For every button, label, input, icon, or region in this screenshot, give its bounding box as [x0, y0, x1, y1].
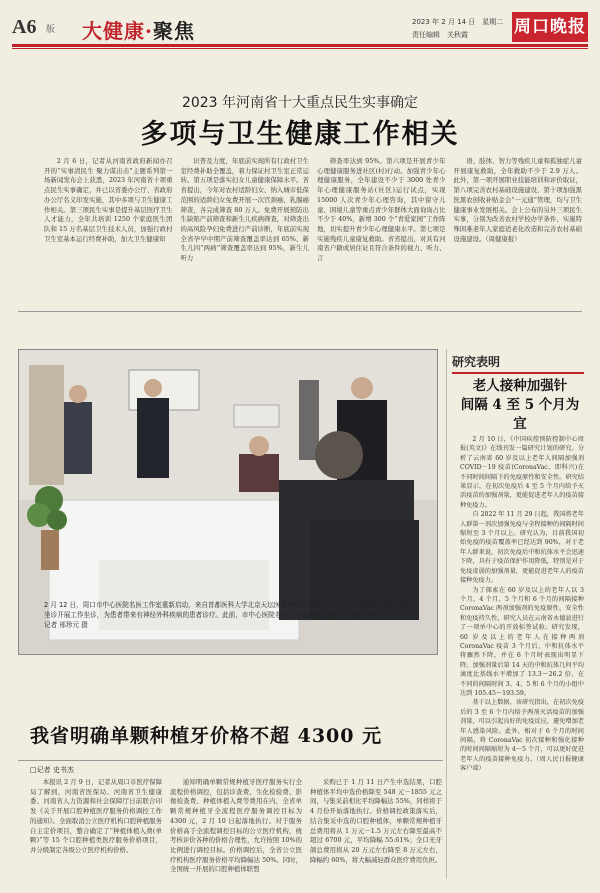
- sidebar-headline-line: 老人接种加强针: [472, 378, 568, 394]
- section-title-main: 大健康: [82, 19, 145, 43]
- sidebar-paragraph: 为了探索在 60 岁及以上的老年人以 3 个月、4 个月、5 个月和 6 个月的间隔接种 CoronaVac 两剂加强剂的免疫原性、安全性和免疫持久性，研究人员在云南省永德县进行了一项单中心的开放标签试验。研究发现，60 岁及以上的老年人在接种两剂 CoronaVac 疫苗 3 个月后，中和抗体水平将骤然下降，并在 6 个月时表现出明显下降。加强剂量后第 14 天的中和抗体几何平均滴度比基线水平增加了 13.3～26.2 倍，在不同的间隔时间 3、4、5 和 6 个月的小组中达到 105.45～193.59。: [460, 586, 584, 697]
- section-title: [82, 15, 195, 44]
- column-divider: [446, 349, 447, 879]
- masthead-rule: [12, 44, 588, 47]
- article1-column: [454, 157, 583, 305]
- sidebar-paragraph: 自 2022 年 11 月 29 日起，我国将老年人群第一剂次加强免疫与全程接种的间隔时间缩短至 3 个月以上。研究认为，目前我国初始免疫的疫苗覆盖率已经达到 90%，对于老年人群来说，初次免疫后中和抗体水平会迅速下降，具有于疫苗保护作用降低，特别是对于免疫虚弱的加强剂量，更能促进老年人的疫苗接种免疫力。: [460, 511, 584, 585]
- section-title-sub: 聚焦: [152, 19, 195, 43]
- section-divider: [18, 311, 582, 312]
- article2-column: [30, 778, 162, 878]
- article2-column: [170, 778, 302, 878]
- sidebar-paragraph: 基于以上数据，该研究指出，在初次免疫后的 3 至 6 个月内给予两剂灭活疫苗的加强剂量，可以引起良好的免疫反应，避免增加老年人感染风险。此外，相对于 6 个月的时间间隔，将 CoronaVac 初次接种和强化接种的时间间隔缩短为 4～5 个月，可以更好促进老年人的疫苗接种免疫力。（周人民日报健康客户端）: [460, 699, 584, 773]
- article2-paragraph: 本报讯 2 月 9 日，记者从周口市医疗保障局了解到，河南省医保局、河南省卫生健康委、河南省人力资源和社会保障厅日前联合印发《关于开展口腔种植医疗服务价格调控工作的通知》。全面取消公立医疗机构口腔种植服务自主定价项目，整合确定了“种植体植入费(单颗)”等 15 个口腔种植类医疗服务价格项目，并分级制定各级公立医疗机构价格。: [30, 778, 162, 854]
- article2-paragraph: 采购已于 1 月 11 日产生中选结果，口腔种植体平均中选价格降至 548 元－1855 元之间，与集采前相比平均降幅达 55%，同样将于 4 月份开始落地执行。价格调控政策落实后，结合集采中选的口腔种植体，单颗常规种植牙总费用将从 1 万元－1.5 万元左右降至最高不超过 6700 元，平均降幅 55.61%；全口无牙颌总费用将从 20 万元左右降至 8 万元左右，降幅约 60%，将大幅减轻群众医疗费用负担。: [310, 778, 442, 864]
- article2-headline: 我省明确单颗种植牙价格不超 4300 元: [30, 725, 383, 747]
- sidebar-headline: [458, 377, 582, 434]
- article2-body: [30, 778, 442, 878]
- article1-paragraph: 2 月 6 日，记者从河南省政府新闻办召开的“实事清民生 聚力谋出击”主题系列第一场新闻发布会上获悉，2023 年河南省十项重点民生实事确定，并已以省委办公厅、省政府办公厅名义印发实施，其中多项与卫生健康工作相关。第三项民生实事是提升基层医疗卫生人才能力，全年共培训 1250 个家庭医生团队和 15 万名基层卫生技术人员，加强行政村卫生室基本运行经费补助，加大卫生健康知: [44, 157, 173, 243]
- article1-column: [317, 157, 446, 305]
- article2-byline: □记者 史书杰: [30, 766, 74, 774]
- sidebar-body: [460, 435, 584, 880]
- editor-credit: 责任编辑 关秋霞: [412, 31, 468, 39]
- article1-paragraph: 识普及力度，年底前实现所有行政村卫生室经费补助全覆盖，着力保证村卫生室正常运转。第五项是落实妇女儿童健康保障水平。省省提出，今年对农村适龄妇女、纳入城市低保范围的适龄妇女免费开展一次宫颈癌、乳腺癌筛查，各完成筛查 80 万人。免费开展预防出生缺陷产前筛查和新生儿疾病筛查，对筛查出的高风险孕妇免费进行产前诊断，年底前实现全省孕早中期产前筛查覆盖率达到 65%、新生儿四“两病”筛查覆盖率达到 95%，新生儿听力: [180, 157, 309, 263]
- article1-body: [44, 157, 582, 305]
- article1-headline: 多项与卫生健康工作相关: [140, 119, 460, 150]
- sidebar-paragraph: 2 月 10 日，《中国疾控预防控制中心周报(英文)》在线刊发一篇研究计划的研究。分析了云南省 60 岁及以上老年人间隔加强剂 COVID－19 疫苗(CoronaVac，即科兴)在不同时间间隔下的免疫原性和安全性。研究结果显示，在初次免疫后 4 至 5 个月内给予灭活疫苗的加强剂量，更能促进老年人的疫苗接种免疫力。: [460, 436, 584, 509]
- sidebar-headline-line: 间隔 4 至 5 个月为宜: [460, 397, 580, 432]
- article2-paragraph: 通知明确单颗常规种植牙医疗服务实行全流程价格调控，包括诊查费、生化检验费、影像检查费、种植体植入费等费用在内，全省单颗常规种植牙全流程医疗服务调控目标为 4300 元，2 月 10 日起落地执行。对于服务价格高于全流程调控目标的公立医疗机构，统考核评价各种的价格合理性，允许按照 10%的比例进行调控目标。价格调控后，全省公立医疗机构医疗服务价格平均降幅达 50%。同时，全国统一开展的口腔种植体联盟: [170, 778, 302, 874]
- article1-paragraph: 筛查率达到 95%。第六项是开展青少年心理健康服务进社区(村)行动。加强青少年心理健康服务，全年建设不少于 3000 处青少年心理健康服务站(社区)运行试点，实现 15000 人次青少年心理咨询，其中留守儿童、困境儿童等重点青少年群体大面询询占比不少于 40%，新增 300 个“青爱家园”工作阵地，切实提升青少年心理健康水平。第七项是实施残疾儿童康复救助。省省提出，对具有河南省户籍或居住证且符合条件的视力、听力、言: [317, 157, 446, 263]
- article1-paragraph: 语、肢体、智力等残疾儿童和孤独症儿童开展康复救助，全年救助不少于 2.9 万人。此外，第一项开展职业技能培训和评价取证，第八项完善农村基础设施建设，第十项加强黑医黑农创收补贴金会“一元通”管理，均与卫生健康事业发展相关。会上公布的另外三项民生实事，分别为改善农村学校办学条件、实施特殊困难老年人家庭适老化改造和完善农村基础设施建设。（周健康报）: [453, 157, 582, 243]
- section-title-separator: ·: [145, 19, 153, 43]
- issue-date: 2023 年 2 月 14 日 星期二: [412, 18, 504, 26]
- newspaper-logo: 周口晚报: [512, 12, 588, 42]
- page-number-suffix: 版: [46, 25, 56, 35]
- page-number: A6: [12, 16, 37, 38]
- photo-caption: 2 月 12 日，周口市中心医院名医工作室重新启动，来自首都医科大学北京天坛医院和首都医科大学北京宣武医院的专家到该院坐诊开展工作坐诊，为患者带来有神经外科疾病的患者诊疗。此前，市中心医院名医工作室回收资源回暂停接诊两年。 记者 邢珍元 摄: [44, 601, 424, 629]
- article1-kicker: 2023 年河南省十大重点民生实事确定: [181, 95, 419, 111]
- article1-column: [44, 157, 173, 305]
- section-divider: [18, 760, 443, 761]
- masthead-rule-thin: [12, 48, 588, 49]
- article2-column: [310, 778, 442, 878]
- sidebar-section-label: 研究表明: [452, 353, 584, 374]
- article1-column: [181, 157, 310, 305]
